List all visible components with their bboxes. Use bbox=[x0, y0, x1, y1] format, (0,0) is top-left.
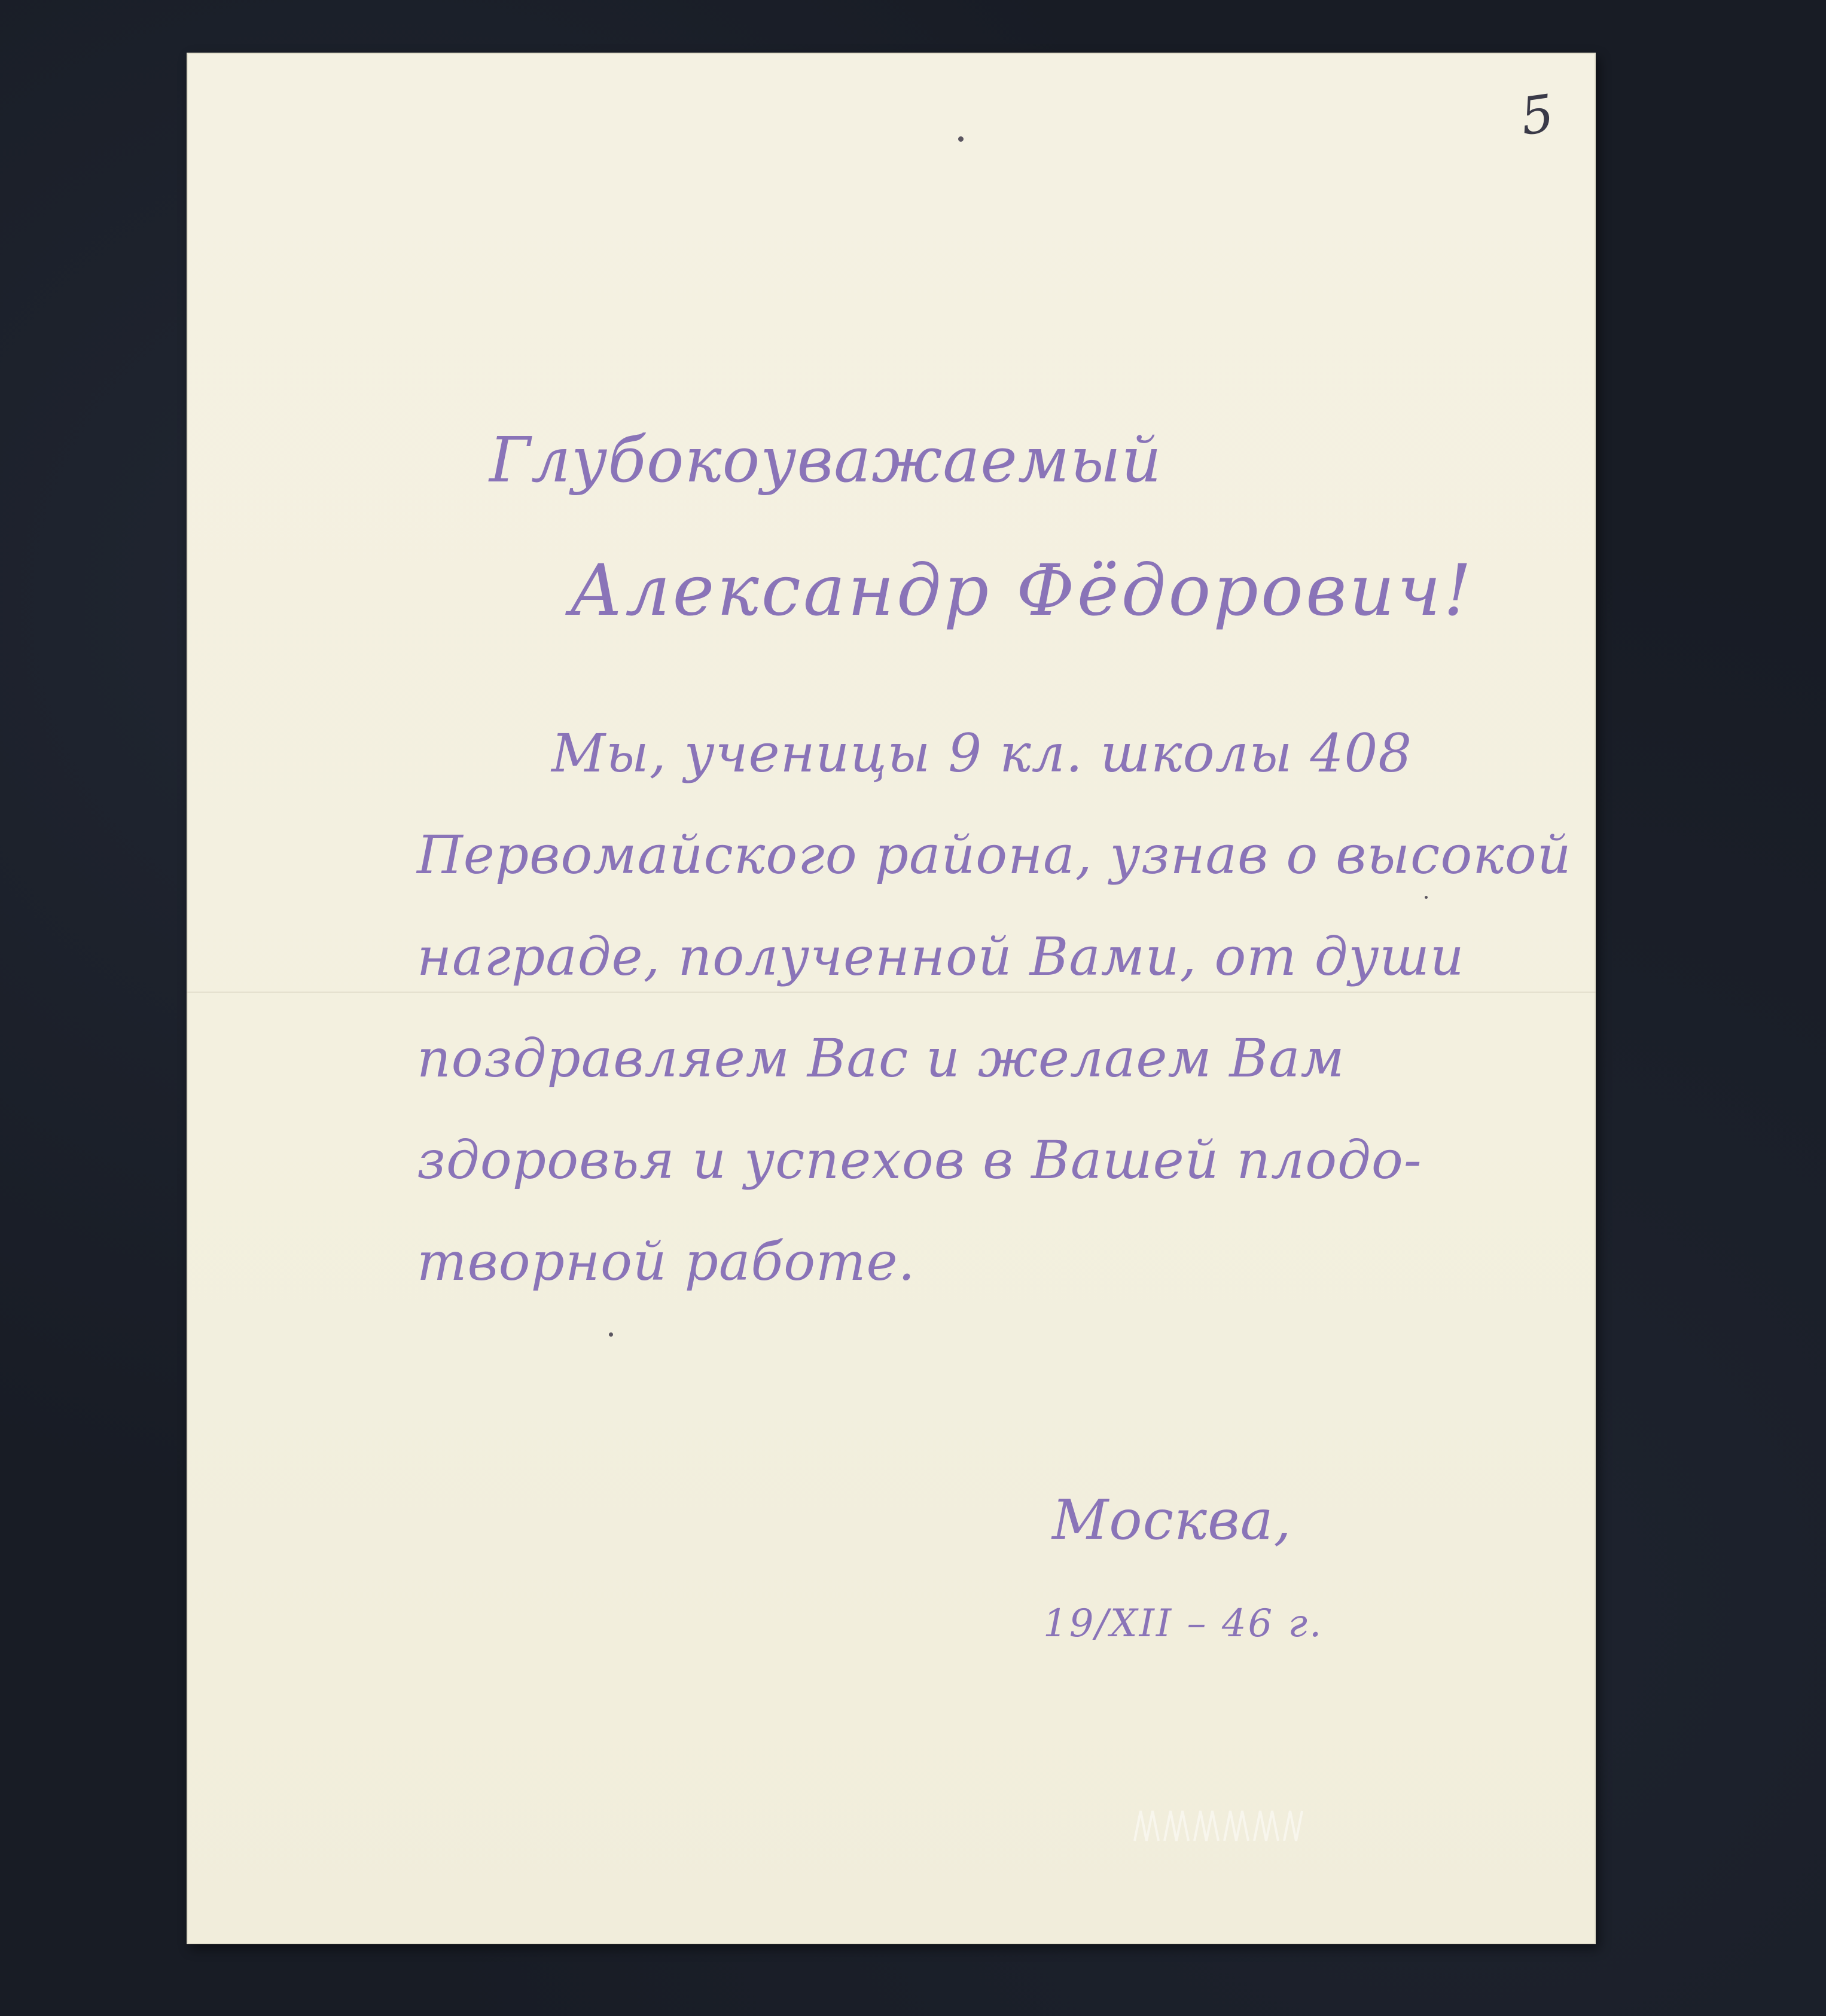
letter-date: 19/XII – 46 г. bbox=[1043, 1602, 1324, 1646]
body-line: здоровья и успехов в Вашей плодо- bbox=[417, 1129, 1422, 1191]
paper-speck bbox=[609, 1332, 613, 1337]
body-line: творной работе. bbox=[417, 1231, 916, 1292]
embossed-stamp-mark bbox=[1129, 1799, 1308, 1853]
archive-page-number: 5 bbox=[1517, 83, 1558, 148]
body-line: Мы, ученицы 9 кл. школы 408 bbox=[551, 722, 1413, 784]
body-line: Первомайского района, узнав о высокой bbox=[417, 824, 1572, 886]
paper-fold-line bbox=[187, 992, 1596, 993]
salutation: Глубокоуважаемый bbox=[489, 423, 1162, 496]
letter-sheet bbox=[187, 53, 1596, 1944]
addressee-name: Александр Фёдорович! bbox=[569, 549, 1474, 632]
paper-speck bbox=[1425, 896, 1428, 899]
body-line: поздравляем Вас и желаем Вам bbox=[417, 1027, 1345, 1089]
paper-speck bbox=[958, 136, 964, 142]
place-of-writing: Москва, bbox=[1052, 1488, 1292, 1552]
body-line: награде, полученной Вами, от души bbox=[417, 926, 1465, 987]
